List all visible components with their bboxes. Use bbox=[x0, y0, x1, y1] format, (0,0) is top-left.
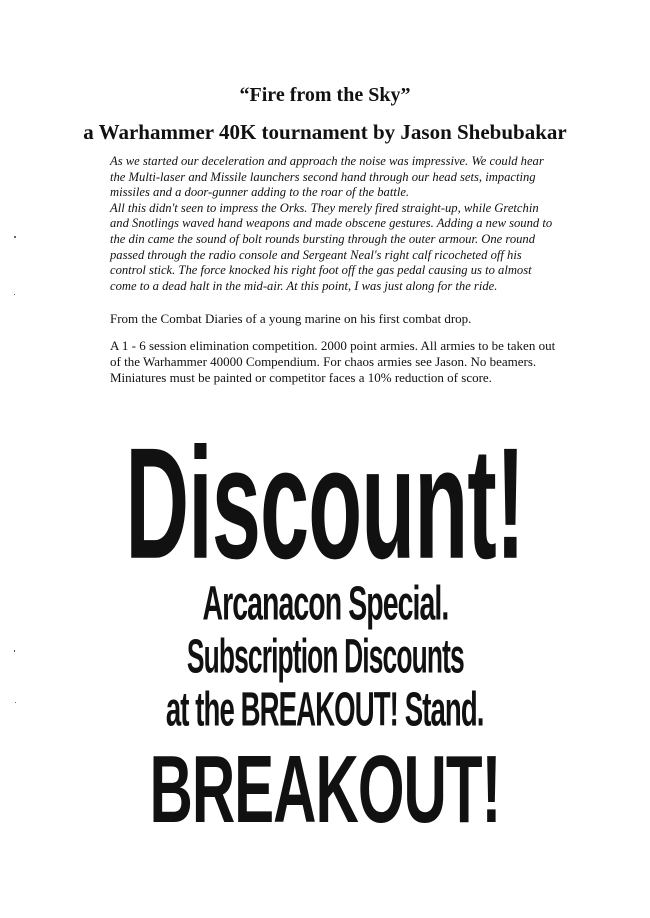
attribution: From the Combat Diaries of a young marine on his first combat drop. bbox=[110, 311, 472, 326]
story-line: the din came the sound of bolt rounds bursting through the outer armour. One round bbox=[110, 231, 536, 246]
advert-headline bbox=[0, 415, 650, 593]
story-excerpt bbox=[110, 154, 580, 294]
advert-line-stand-text: at the BREAKOUT! Stand. bbox=[166, 683, 484, 737]
rules-line: Miniatures must be painted or competitor faces a 10% reduction of score. bbox=[110, 370, 492, 385]
scan-speck bbox=[14, 294, 15, 295]
advert-line-subscription-text: Subscription Discounts bbox=[186, 630, 464, 684]
scan-speck bbox=[15, 702, 16, 703]
advert-headline-text: Discount! bbox=[125, 415, 525, 593]
page-subtitle: a Warhammer 40K tournament by Jason Shebubakar bbox=[83, 120, 567, 144]
scan-speck bbox=[14, 236, 16, 238]
advert-brand bbox=[0, 735, 650, 843]
story-line: missiles and a door-gunner adding to the roar of the battle. bbox=[110, 185, 410, 200]
rules-line: of the Warhammer 40000 Compendium. For chaos armies see Jason. No beamers. bbox=[110, 354, 537, 369]
rules-line: A 1 - 6 session elimination competition. 2000 point armies. All armies to be taken out bbox=[110, 338, 556, 353]
story-line: passed through the radio console and Sergeant Neal's right calf ricocheted off his bbox=[110, 247, 522, 262]
story-line: All this didn't seen to impress the Orks. They merely fired straight-up, while Gretchin bbox=[110, 200, 539, 215]
story-line: As we started our deceleration and approach the noise was impressive. We could hear bbox=[110, 154, 544, 168]
story-line: control stick. The force knocked his right foot off the gas pedal causing us to almost bbox=[110, 263, 532, 278]
story-line: the Multi-laser and Missile launchers second hand through our head sets, impacting bbox=[110, 169, 536, 184]
story-line: come to a dead halt in the mid-air. At this point, I was just along for the ride. bbox=[110, 278, 498, 293]
tournament-rules bbox=[110, 338, 590, 386]
story-line: and Snotlings waved hand weapons and made obscene gestures. Adding a new sound to bbox=[110, 216, 553, 231]
advert-line-special-text: Arcanacon Special. bbox=[202, 577, 448, 631]
advert-brand-text: BREAKOUT! bbox=[149, 735, 501, 843]
scan-speck bbox=[14, 650, 15, 652]
page-title: “Fire from the Sky” bbox=[239, 84, 411, 106]
